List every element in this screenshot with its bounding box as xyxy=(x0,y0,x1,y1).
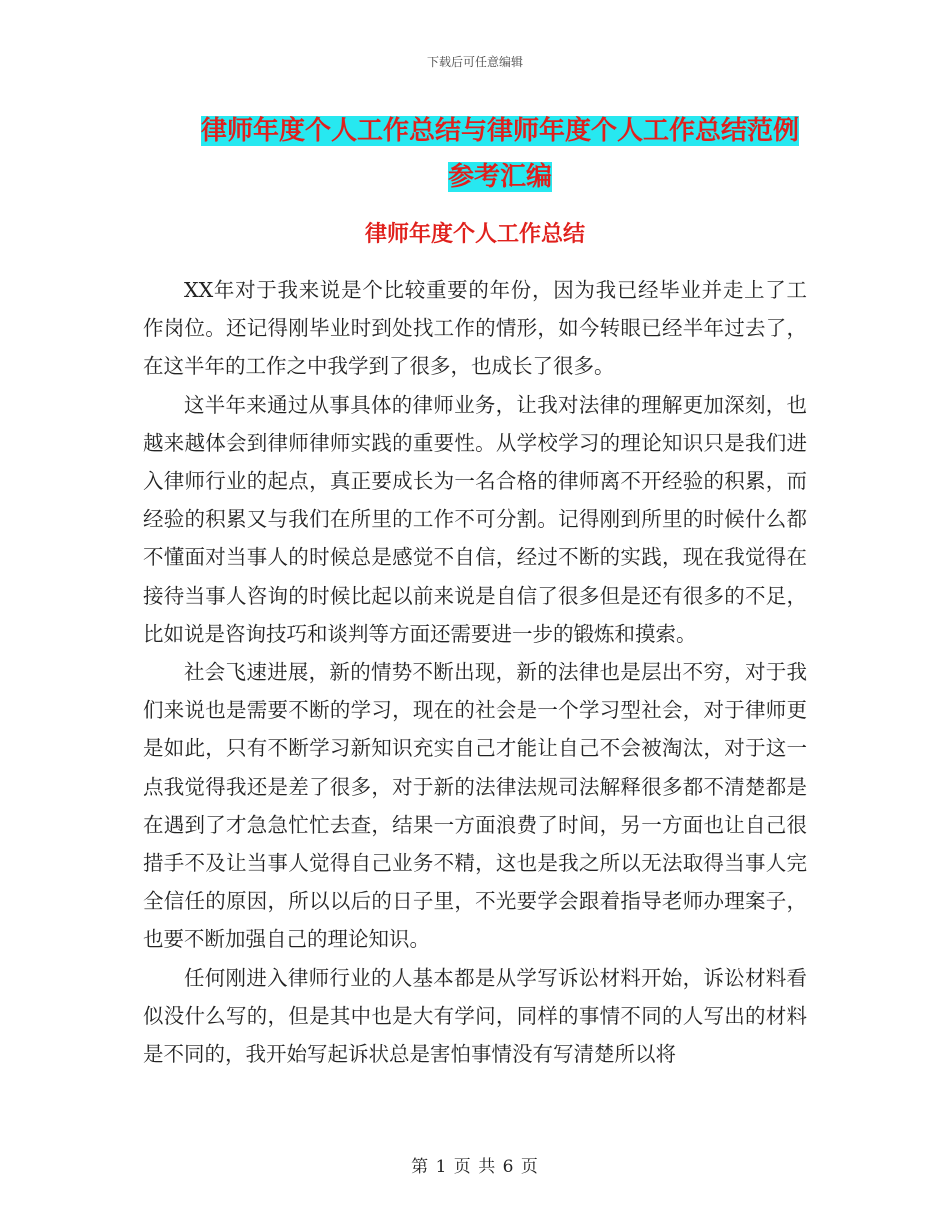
document-title-line-2: 参考汇编 xyxy=(447,162,552,192)
paragraph-3: 社会飞速进展，新的情势不断出现，新的法律也是层出不穷，对于我们来说也是需要不断的学习，现在的社会是一个学习型社会，对于律师更是如此，只有不断学习新知识充实自己才能让自己不会被淘汰，对于这一点我觉得我还是差了很多，对于新的法律法规司法解释很多都不清楚都是在遇到了才急急忙忙去查，结果一方面浪费了时间，另一方面也让自己很措手不及让当事人觉得自己业务不精，这也是我之所以无法取得当事人完全信任的原因，所以以后的日子里，不光要学会跟着指导老师办理案子，也要不断加强自己的理论知识。 xyxy=(143,660,807,952)
document-title-line-1: 律师年度个人工作总结与律师年度个人工作总结范例 xyxy=(200,116,799,146)
header-note: 下载后可任意编辑 xyxy=(426,55,523,69)
paragraph-1: XX年对于我来说是个比较重要的年份，因为我已经毕业并走上了工作岗位。还记得刚毕业时到处找工作的情形，如今转眼已经半年过去了，在这半年的工作之中我学到了很多，也成长了很多。 xyxy=(143,278,807,379)
page-footer: 第 1 页 共 6 页 xyxy=(411,1157,539,1177)
paragraph-2: 这半年来通过从事具体的律师业务，让我对法律的理解更加深刻，也越来越体会到律师律师实践的重要性。从学校学习的理论知识只是我们进入律师行业的起点，真正要成长为一名合格的律师离不开经验的积累，而经验的积累又与我们在所里的工作不可分割。记得刚到所里的时候什么都不懂面对当事人的时候总是感觉不自信，经过不断的实践，现在我觉得在接待当事人咨询的时候比起以前来说是自信了很多但是还有很多的不足，比如说是咨询技巧和谈判等方面还需要进一步的锻炼和摸索。 xyxy=(143,392,807,646)
section-title: 律师年度个人工作总结 xyxy=(364,222,585,247)
body-text xyxy=(143,271,807,1073)
document-title xyxy=(190,108,810,200)
paragraph-4: 任何刚进入律师行业的人基本都是从学写诉讼材料开始，诉讼材料看似没什么写的，但是其中也是大有学问，同样的事情不同的人写出的材料是不同的，我开始写起诉状总是害怕事情没有写清楚所以将 xyxy=(143,965,807,1067)
